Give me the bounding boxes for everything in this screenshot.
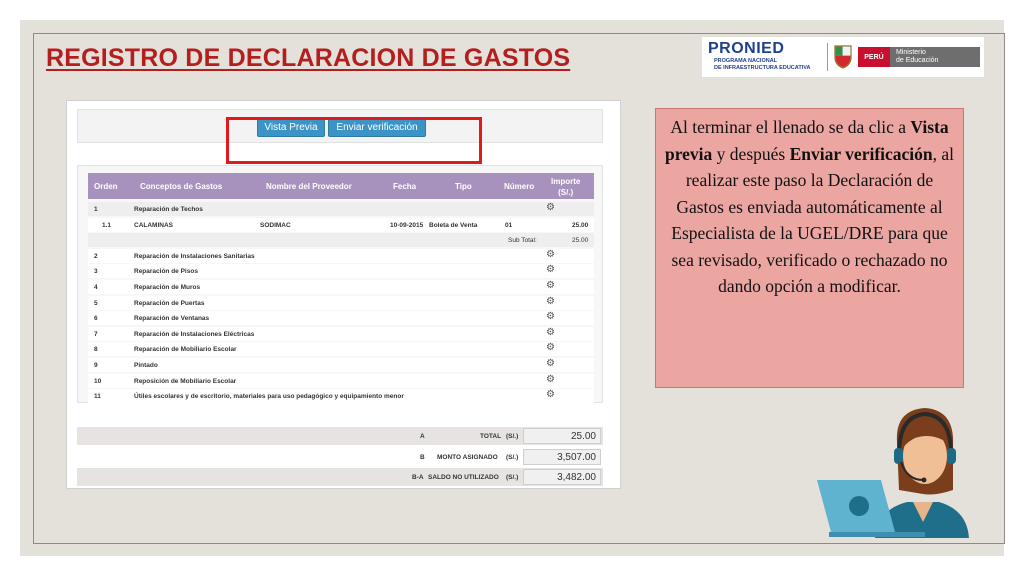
- ministry-line-2: de Educación: [896, 57, 939, 64]
- row-orden: 11: [94, 393, 101, 401]
- row-importe: 25.00: [572, 221, 589, 229]
- gear-icon[interactable]: ⚙: [546, 264, 555, 276]
- monto-row: [77, 448, 603, 466]
- total-value: 25.00: [523, 428, 601, 444]
- row-concepto: Útiles escolares y de escritorio, materiales para uso pedagógico y equipamiento menor: [134, 393, 404, 401]
- monto-value: 3,507.00: [523, 449, 601, 465]
- total-unit: (S/.): [506, 433, 519, 440]
- row-concepto: Reparación de Instalaciones Eléctricas: [134, 330, 255, 338]
- table-row: [88, 389, 594, 403]
- saldo-value: 3,482.00: [523, 469, 601, 485]
- table-row: [88, 249, 594, 263]
- subtotal-row: [88, 233, 594, 247]
- total-row: [77, 427, 603, 445]
- table-row: [88, 280, 594, 294]
- header-tipo: Tipo: [455, 182, 472, 191]
- row-concepto: Reparación de Puertas: [134, 299, 205, 307]
- operator-illustration: [815, 398, 1000, 538]
- row-numero: 01: [505, 221, 513, 229]
- row-fecha: 10-09-2015: [390, 221, 424, 229]
- saldo-letter: B-A: [412, 474, 424, 481]
- saldo-row: [77, 468, 603, 486]
- row-concepto: Reparación de Pisos: [134, 268, 198, 276]
- pronied-subtitle-line-2: DE INFRAESTRUCTURA EDUCATIVA: [714, 64, 811, 71]
- header-importe-line-2: (S/.): [558, 188, 574, 197]
- row-proveedor: SODIMAC: [260, 221, 291, 229]
- row-concepto: Pintado: [134, 362, 158, 369]
- subtotal-label: Sub Total:: [508, 237, 537, 245]
- gear-icon[interactable]: ⚙: [546, 280, 555, 291]
- table-row: [88, 358, 594, 372]
- table-row: [88, 296, 594, 310]
- table-row: [88, 311, 594, 325]
- gear-icon[interactable]: ⚙: [546, 248, 555, 260]
- total-label: TOTAL: [480, 433, 502, 440]
- pronied-subtitle-line-1: PROGRAMA NACIONAL: [714, 58, 778, 64]
- pronied-logo: [708, 40, 822, 74]
- header-numero: Número: [504, 182, 535, 191]
- saldo-label: SALDO NO UTILIZADO: [428, 474, 499, 481]
- row-orden: 3: [94, 268, 98, 276]
- row-orden: 4: [94, 284, 98, 291]
- pronied-subtitle: [714, 58, 810, 71]
- row-concepto: Reparación de Mobiliario Escolar: [134, 346, 237, 354]
- note-bold-preview: Vista previa: [664, 117, 949, 164]
- monto-letter: B: [420, 454, 425, 461]
- pronied-wordmark: PRONIED: [708, 40, 785, 57]
- page-title: REGISTRO DE DECLARACION DE GASTOS: [46, 44, 571, 72]
- header-orden: Orden: [94, 182, 118, 191]
- header-fecha: Fecha: [393, 182, 417, 191]
- monto-unit: (S/.): [506, 454, 519, 461]
- expenses-table: [77, 165, 603, 403]
- totals-section: [77, 427, 603, 487]
- row-tipo: Boleta de Venta: [429, 221, 478, 229]
- ministry-line-1: Ministerio: [896, 49, 926, 56]
- row-orden: 1: [94, 206, 98, 213]
- gear-icon[interactable]: ⚙: [546, 342, 555, 354]
- row-concepto: Reparación de Techos: [134, 206, 203, 213]
- table-header: [88, 173, 594, 199]
- button-bar: [77, 109, 603, 143]
- row-orden: 8: [94, 346, 98, 354]
- gear-icon[interactable]: ⚙: [546, 295, 555, 307]
- table-row: [88, 327, 594, 341]
- preview-button[interactable]: Vista Previa: [257, 118, 325, 137]
- row-orden: 2: [94, 252, 98, 260]
- header-importe: [551, 176, 580, 198]
- logo-strip: [702, 37, 984, 77]
- header-proveedor: Nombre del Proveedor: [266, 182, 352, 191]
- gear-icon[interactable]: ⚙: [546, 389, 555, 401]
- gear-icon[interactable]: ⚙: [546, 373, 555, 385]
- gear-icon[interactable]: ⚙: [546, 311, 555, 323]
- saldo-unit: (S/.): [506, 474, 519, 481]
- row-orden: 1.1: [102, 221, 112, 229]
- row-orden: 6: [94, 315, 98, 323]
- table-row: [88, 202, 594, 216]
- header-conceptos: Conceptos de Gastos: [140, 182, 223, 191]
- row-orden: 10: [94, 377, 102, 385]
- row-concepto: Reposición de Mobiliario Escolar: [134, 377, 237, 385]
- note-text-2: y después: [712, 143, 790, 164]
- instruction-callout: [655, 108, 964, 388]
- table-row: [88, 218, 594, 232]
- row-orden: 5: [94, 299, 98, 307]
- logo-divider: [827, 43, 828, 71]
- table-row: [88, 374, 594, 388]
- gear-icon[interactable]: ⚙: [546, 358, 555, 369]
- row-concepto: CALAMINAS: [134, 221, 173, 229]
- shield-icon: [833, 43, 853, 69]
- total-letter: A: [420, 433, 425, 440]
- form-screenshot: [66, 100, 621, 489]
- row-orden: 7: [94, 330, 98, 338]
- note-text-3: , al realizar este paso la Declaración de Gastos es enviada automáticamente al Especialista de la UGEL/DRE para que sea revisado, verificado o rechazado no dando opción a modificar.: [671, 143, 955, 296]
- highlight-box: [226, 117, 482, 164]
- ministry-label: [890, 47, 980, 67]
- row-concepto: Reparación de Muros: [134, 284, 201, 291]
- table-row: [88, 264, 594, 278]
- table-row: [88, 342, 594, 356]
- peru-label: PERÚ: [858, 47, 890, 67]
- row-orden: 9: [94, 362, 98, 369]
- subtotal-value: 25.00: [572, 237, 589, 245]
- header-importe-line-1: Importe: [551, 177, 581, 186]
- note-text-1: Al terminar el llenado se da clic a: [670, 117, 911, 137]
- gear-icon[interactable]: ⚙: [546, 326, 555, 338]
- row-concepto: Reparación de Ventanas: [134, 315, 210, 323]
- monto-label: MONTO ASIGNADO: [437, 454, 498, 461]
- send-verification-button[interactable]: Enviar verificación: [328, 118, 426, 137]
- note-bold-send: Enviar verificación: [789, 143, 933, 164]
- row-concepto: Reparación de Instalaciones Sanitarias: [134, 252, 255, 260]
- gear-icon[interactable]: ⚙: [546, 202, 555, 213]
